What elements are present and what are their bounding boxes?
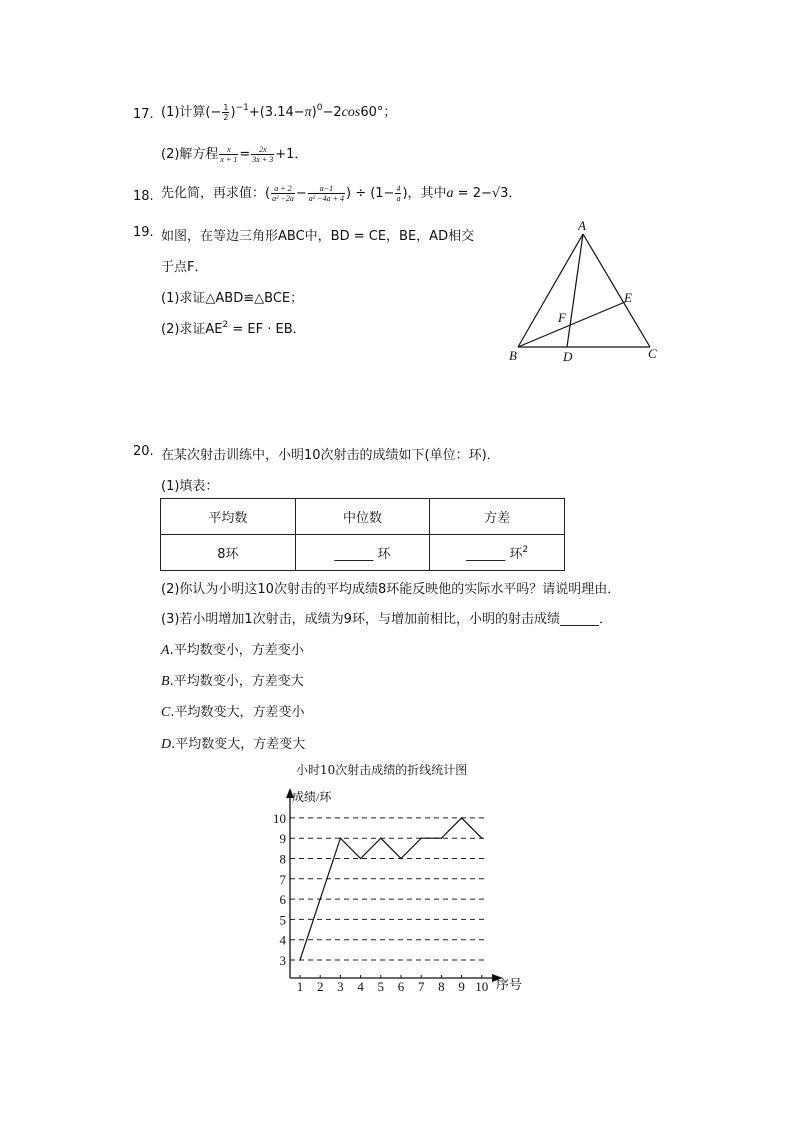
x-tick-label: 1: [296, 979, 304, 994]
q17-p2-fraction-left: $\frac{x}{x + 1}$: [220, 145, 238, 164]
header-median: 中位数: [295, 499, 430, 535]
x-tick-label: 8: [438, 979, 445, 994]
q18-fraction-1: $\frac{a + 2}{\text{a² −2a}}$: [272, 184, 294, 203]
data-point: [420, 837, 422, 839]
cell-mean: 8环: [161, 535, 296, 571]
label-f: F: [558, 310, 566, 325]
q20-fill-table: [160, 498, 565, 571]
x-tick-label: 10: [475, 979, 489, 994]
q19-number: 19.: [133, 225, 154, 240]
y-tick-label: 9: [279, 831, 286, 847]
data-point: [441, 837, 443, 839]
y-tick-label: 4: [279, 932, 286, 948]
x-tick-label: 4: [357, 979, 364, 994]
header-mean: 平均数: [161, 499, 296, 535]
table-row: [161, 499, 565, 535]
y-tick-label: 3: [279, 953, 286, 968]
y-tick-label: 7: [279, 871, 286, 887]
series-line: [300, 818, 482, 960]
q20-part2: (2)你认为小明这10次射击的平均成绩8环能反映他的实际水平吗？请说明理由．: [161, 582, 621, 597]
q17-p2-fraction-right: $\frac{2x}{3x + 3}$: [252, 145, 274, 164]
x-tick-label: 7: [417, 979, 425, 994]
y-axis-label: 成绩/环: [292, 790, 332, 804]
table-row: [161, 535, 565, 571]
q18-fraction-2: $\frac{a-1}{\text{a² −4a + 4}}$: [308, 184, 344, 203]
q19-line2: 于点F．: [161, 260, 208, 275]
q19-triangle-figure: [500, 212, 670, 372]
x-tick-label: 6: [397, 979, 405, 994]
q20-option-a: A.平均数变小，方差变小: [161, 643, 304, 658]
data-point: [340, 837, 342, 839]
label-c: C: [648, 346, 657, 361]
segment-be: [518, 302, 625, 347]
q18-fraction-3: $\frac{4}{a}$: [396, 184, 401, 203]
segment-ad: [567, 234, 583, 347]
label-d: D: [563, 349, 573, 364]
label-a: A: [578, 218, 586, 233]
q20-option-d: D.平均数变大，方差变大: [161, 737, 306, 752]
data-point: [461, 817, 463, 819]
q17-part2: (2)解方程 $\frac{x}{x + 1}$ = $\frac{2x}{3x + 3}$ +1．: [161, 145, 308, 164]
x-tick-label: 9: [458, 979, 465, 994]
data-point: [481, 837, 483, 839]
x-axis-label: 序号: [496, 977, 523, 992]
data-point: [380, 837, 382, 839]
chart-title: 小时10次射击成绩的折线统计图: [296, 763, 468, 777]
q20-option-b: B.平均数变小，方差变大: [161, 674, 304, 689]
data-point: [319, 898, 321, 900]
cell-median-blank[interactable]: ______ 环: [295, 535, 430, 571]
q20-number: 20.: [133, 444, 154, 459]
q17-part1: (1)计算(− $\frac{1}{2}$ )$^{-1}+(3.14-\pi)^0-2\cos 60^\circ$；: [161, 103, 397, 122]
q18-number: 18.: [133, 189, 154, 204]
y-tick-label: 8: [279, 851, 286, 867]
line-chart: [260, 780, 550, 1000]
q20-part3: (3)若小明增加1次射击，成绩为9环，与增加前相比，小明的射击成绩______．: [161, 612, 612, 627]
q20-part1: (1)填表：: [161, 479, 219, 494]
data-point: [360, 858, 362, 860]
x-tick-label: 5: [377, 979, 385, 994]
q17-p1-label: (1)计算: [161, 105, 206, 120]
x-tick-label: 2: [316, 979, 324, 994]
side-ac: [583, 234, 650, 347]
y-tick-label: 10: [273, 810, 286, 826]
y-tick-label: 5: [279, 912, 286, 928]
data-point: [299, 959, 301, 961]
header-variance: 方差: [430, 499, 565, 535]
q20-intro: 在某次射击训练中，小明10次射击的成绩如下(单位：环)．: [161, 448, 500, 463]
q18-text: 先化简，再求值：( $\frac{a + 2}{\text{a² −2a}}$ − $\frac{a-1}{\text{a² −4a + 4}}$ ) ÷ (1− $\frac{4}{a}$ )，其中a = 2−√3．: [161, 184, 522, 203]
q19-line1: 如图，在等边三角形ABC中，BD = CE，BE，AD相交: [161, 229, 475, 244]
q17-p2-label: (2)解方程: [161, 147, 219, 162]
q17-p1-fraction: $\frac{1}{2}$: [223, 103, 229, 122]
q17-number: 17.: [133, 107, 154, 122]
label-b: B: [509, 348, 517, 363]
label-e: E: [624, 290, 632, 305]
data-point: [400, 858, 402, 860]
y-tick-label: 6: [279, 892, 286, 908]
cell-variance-blank[interactable]: ______ 环$^2$: [430, 535, 565, 571]
q19-part2: (2)求证$AE^2$ = EF · EB．: [161, 320, 306, 337]
q20-option-c: C.平均数变大，方差变小: [161, 705, 305, 720]
x-tick-label: 3: [337, 979, 344, 994]
side-ab: [518, 234, 583, 347]
q19-part1: (1)求证△ABD≌△BCE；: [161, 291, 304, 306]
